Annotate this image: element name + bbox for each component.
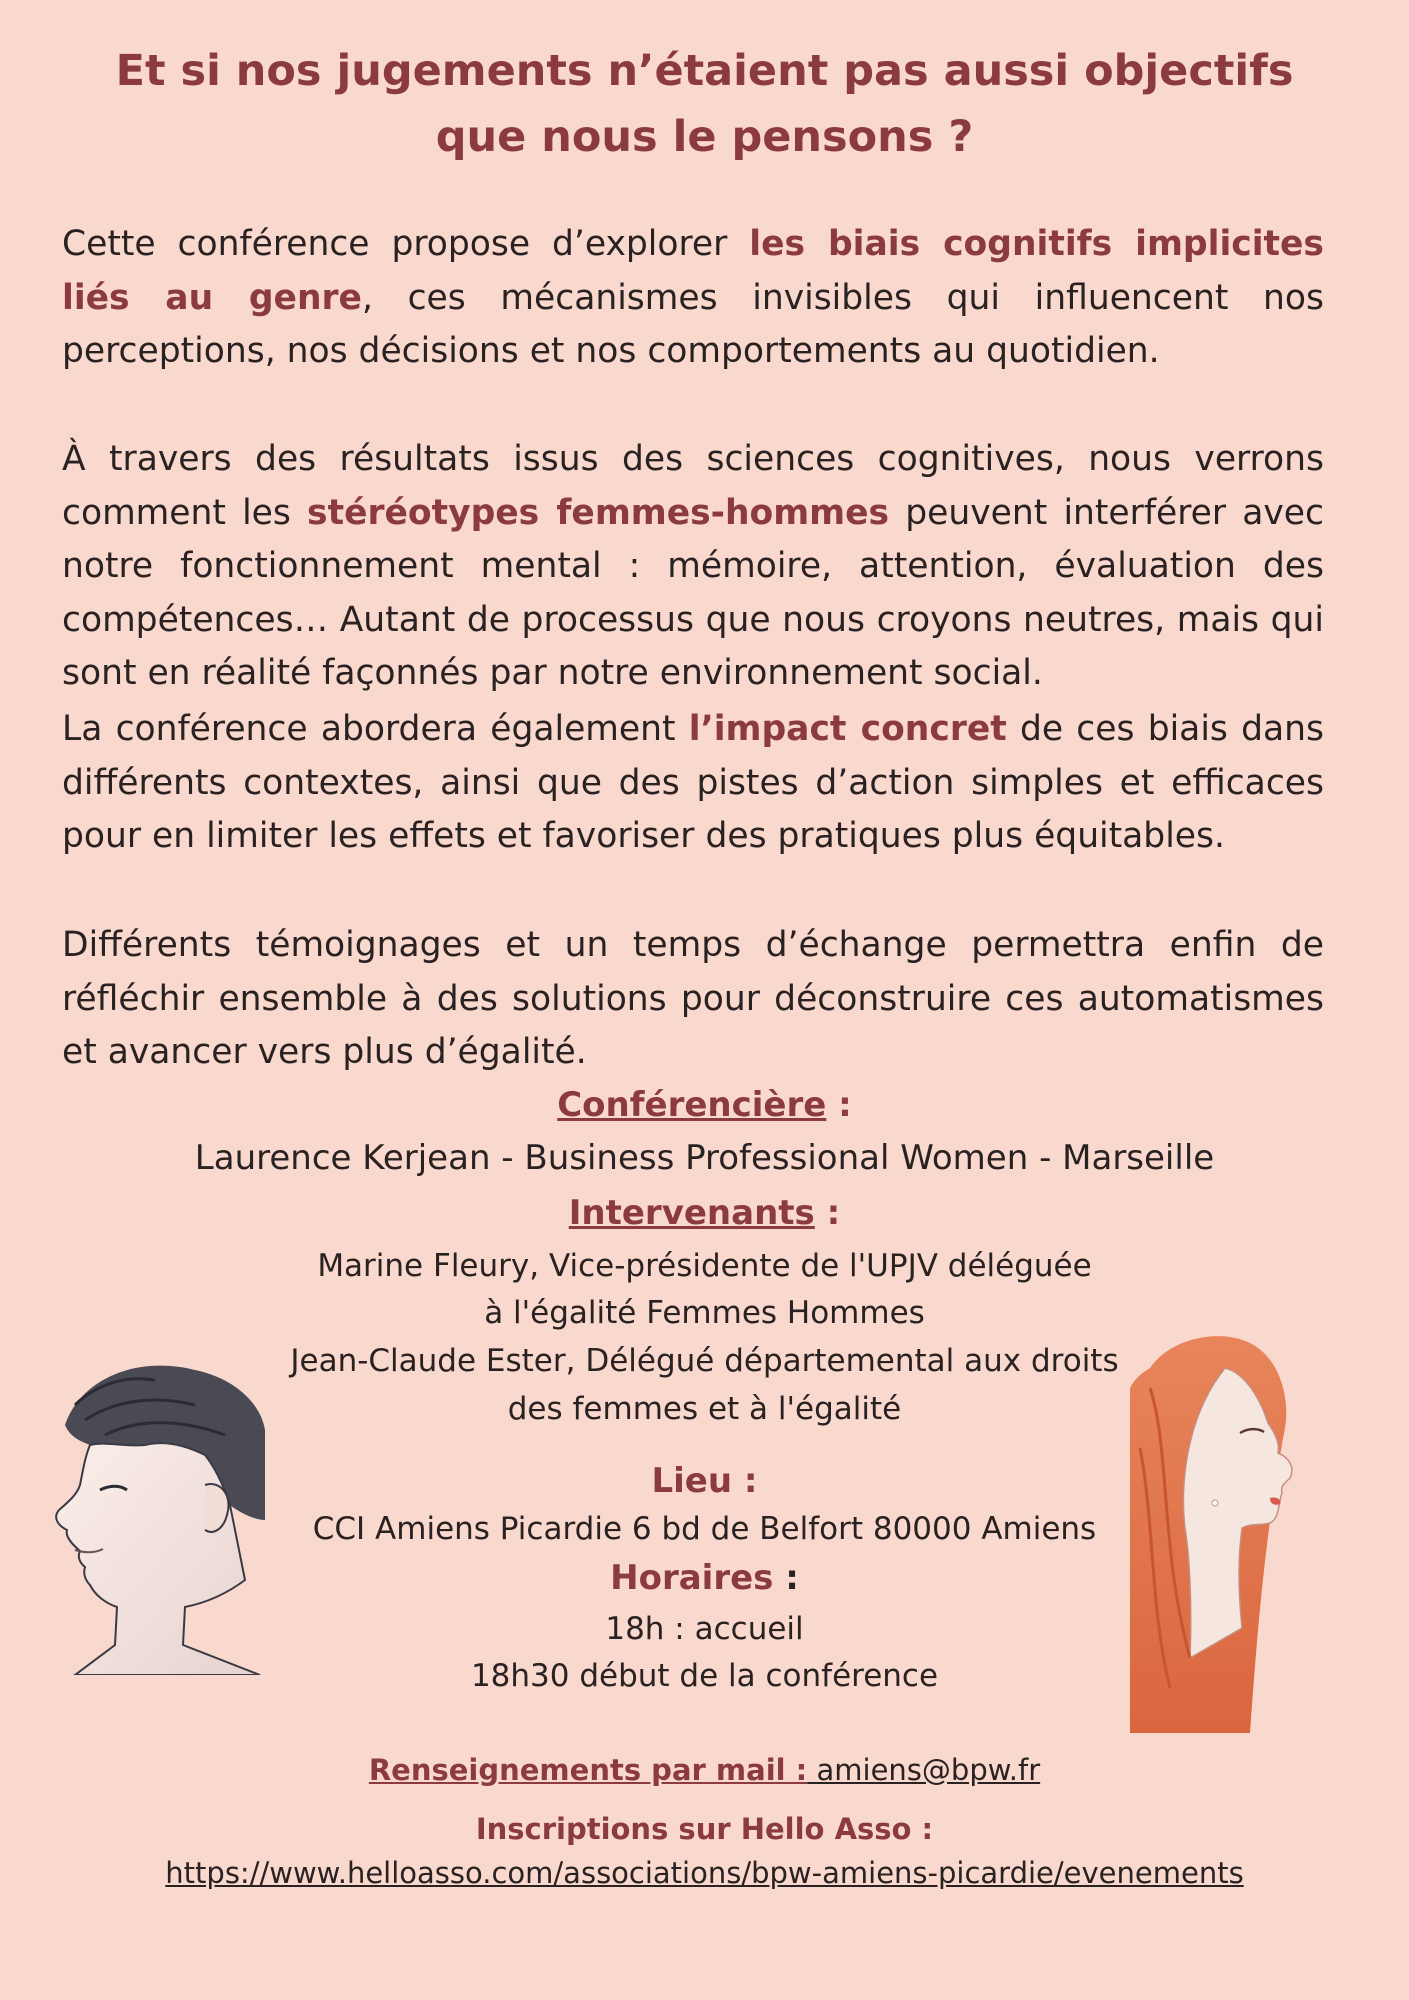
paragraph-stereotypes [62, 433, 1324, 701]
place-address: CCI Amiens Picardie 6 bd de Belfort 80000 Amiens [312, 1511, 1097, 1547]
p3-highlight: l’impact concret [688, 709, 1007, 749]
schedule-welcome: 18h : accueil [605, 1611, 804, 1647]
intro-text-start: Cette conférence propose d’explorer [62, 224, 750, 264]
registration-url-link[interactable]: https://www.helloasso.com/associations/bpw-amiens-picardie/evenements [165, 1856, 1244, 1890]
p3-text-start: La conférence abordera également [62, 709, 689, 749]
place-label: Lieu : [651, 1461, 758, 1501]
schedule-label-text: Horaires [610, 1558, 774, 1598]
schedule-label-colon: : [773, 1558, 799, 1598]
guests-label [0, 1193, 1409, 1233]
guest-2-line-2: des femmes et à l'égalité [507, 1391, 902, 1427]
contact-email-link[interactable]: amiens@bpw.fr [807, 1753, 1041, 1787]
man-profile-illustration [55, 1345, 270, 1675]
woman-profile-illustration [1130, 1328, 1310, 1733]
guest-2-line-1: Jean-Claude Ester, Délégué départemental aux droits [290, 1343, 1119, 1379]
speaker-name: Laurence Kerjean - Business Professional Women - Marseille [194, 1138, 1215, 1178]
paragraph-impact [62, 703, 1324, 864]
p3-text-end: de ces biais dans différents contextes, ainsi que des pistes d’action simples et efficaces pour en limiter les effets et favoriser des pratiques plus équitables. [62, 709, 1324, 856]
p2-text-end: peuvent interférer avec notre fonctionnement mental : mémoire, attention, évaluation des compétences… Autant de processus que nous croyons neutres, mais qui sont en réalité façonnés par notre environnement social. [62, 492, 1324, 693]
guests-label-colon: : [814, 1193, 841, 1233]
guest-1-line-1: Marine Fleury, Vice-présidente de l'UPJV déléguée [317, 1248, 1092, 1284]
guests-label-text: Intervenants [568, 1193, 815, 1233]
paragraph-testimonies: Différents témoignages et un temps d’échange permettra enfin de réfléchir ensemble à des solutions pour déconstruire ces automatismes et avancer vers plus d’égalité. [62, 925, 1324, 1072]
p2-highlight: stéréotypes femmes-hommes [307, 492, 890, 533]
title-line-2: que nous le pensons ? [435, 112, 974, 162]
speaker-label [0, 1085, 1409, 1125]
intro-paragraph [62, 218, 1324, 379]
poster-title [0, 38, 1409, 170]
guest-1-line-2: à l'égalité Femmes Hommes [484, 1295, 925, 1331]
contact-line [0, 1753, 1409, 1787]
registration-label: Inscriptions sur Hello Asso : [475, 1812, 934, 1846]
intro-text-end: , ces mécanismes invisibles qui influencent nos perceptions, nos décisions et nos comportements au quotidien. [62, 277, 1324, 371]
title-line-1: Et si nos jugements n’étaient pas aussi objectifs [115, 46, 1294, 96]
speaker-label-colon: : [826, 1085, 852, 1125]
contact-label: Renseignements par mail : [368, 1753, 808, 1787]
intro-highlight: les biais cognitifs implicites liés au genre [62, 224, 1324, 318]
p2-text-start: À travers des résultats issus des sciences cognitives, nous verrons comment les [62, 439, 1324, 533]
schedule-start: 18h30 début de la conférence [470, 1658, 939, 1694]
speaker-label-text: Conférencière [557, 1085, 827, 1125]
